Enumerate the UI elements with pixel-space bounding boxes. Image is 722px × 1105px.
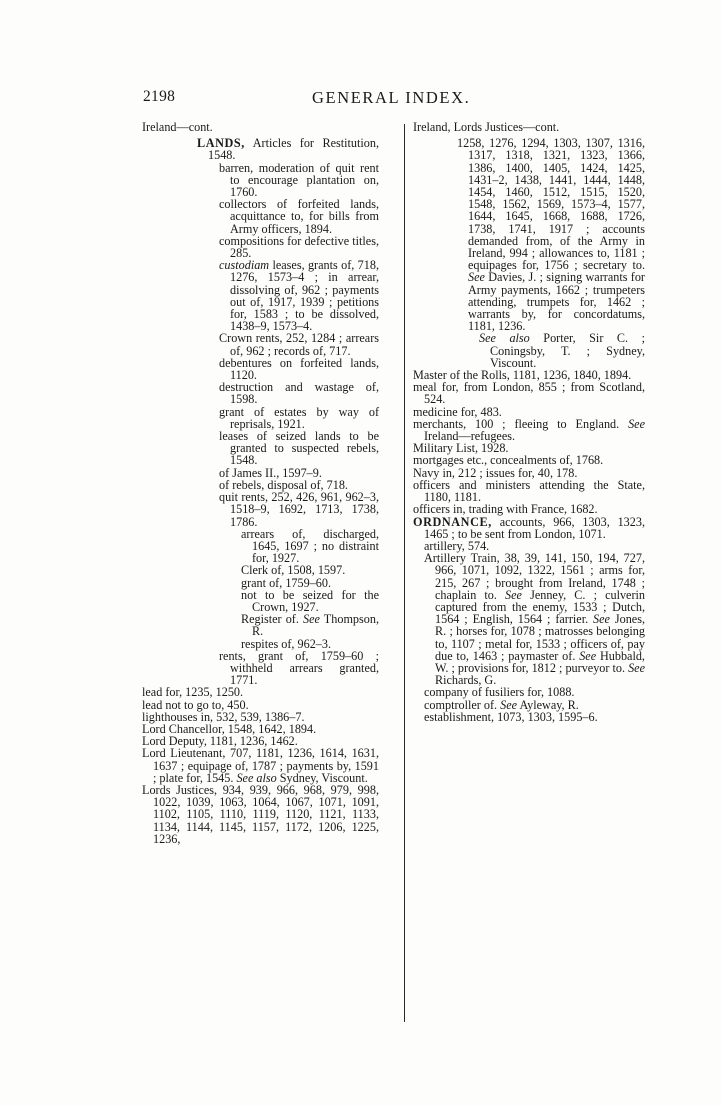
index-entry-text: company of fusiliers for, 1088. — [424, 685, 575, 700]
index-entry — [413, 418, 645, 442]
index-entry-text: meal for, from London, 855 ; from Scotland, 524. — [413, 380, 645, 407]
index-entry-text: leases of seized lands to be granted to suspected rebels, 1548. — [219, 429, 379, 468]
index-entry-text: accounts, 966, 1303, 1323, 1465 ; to be sent from London, 1071. — [424, 514, 645, 541]
index-entry — [413, 552, 645, 686]
index-entry-text: officers and ministers attending the State, 1180, 1181. — [413, 477, 645, 505]
index-entry — [142, 357, 379, 381]
index-entry-text: artillery, 574. — [424, 538, 490, 553]
index-entry-text: Thompson, R. — [252, 612, 379, 639]
right-column-heading: Ireland, Lords Justices—cont. — [413, 120, 560, 134]
index-entry-text: Jones, R. ; horses for, 1078 ; matrosses belonging to, 1107 ; metal for, 1533 ; officers of, pay due to, 1463 ; paymaster of. — [435, 612, 646, 663]
left-column-heading: Ireland—cont. — [142, 120, 213, 134]
index-entry-text: respites of, 962–3. — [241, 636, 332, 651]
index-entry-text: destruction and wastage of, 1598. — [219, 380, 379, 407]
index-entry-text: Master of the Rolls, 1181, 1236, 1840, 1894. — [413, 368, 632, 383]
index-entry — [142, 381, 379, 405]
index-entry-text: leases, grants of, 718, 1276, 1573–4 ; in arrear, dissolving of, 962 ; payments out of, 1917, 1939 ; petitions for, 1583 ; to be dissolved, 1438–9, 1573–4. — [230, 258, 379, 334]
index-entry-text: See also — [479, 331, 530, 346]
index-entry-text: Davies, J. ; signing warrants for Army payments, 1662 ; trumpeters attending, trumpets for, 1462 ; warrants by, for concordatums, 1181, 1236. — [468, 270, 645, 334]
index-entry-text: Richards, G. — [435, 673, 497, 688]
index-entry — [142, 406, 379, 430]
index-entry-text: Lord Deputy, 1181, 1236, 1462. — [142, 734, 298, 749]
index-entry-text: quit rents, 252, 426, 961, 962–3, 1518–9, 1692, 1713, 1738, 1786. — [219, 490, 379, 529]
index-entry-text: Military List, 1928. — [413, 441, 509, 456]
running-title: GENERAL INDEX. — [312, 88, 471, 107]
index-entry — [142, 528, 379, 565]
index-entry-text: lighthouses in, 532, 539, 1386–7. — [142, 709, 305, 724]
index-entry-text: Ireland—refugees. — [424, 429, 516, 444]
index-entry-text: Lord Lieutenant, 707, 1181, 1236, 1614, 1631, 1637 ; equipage of, 1787 ; payments by, 1591 ; plate for, 1545. — [142, 746, 379, 785]
index-entry-text: lead not to go to, 450. — [142, 697, 249, 712]
index-entry-text: See — [500, 697, 518, 712]
index-entry-text: custodiam — [219, 258, 270, 273]
index-entry-text: merchants, 100 ; fleeing to England. — [413, 416, 629, 431]
index-entry — [142, 235, 379, 259]
index-entry-text: See — [593, 612, 610, 627]
index-entry — [142, 430, 379, 467]
index-entry-text: medicine for, 483. — [413, 404, 502, 419]
index-entry-text: Lords Justices, 934, 939, 966, 968, 979, 998, 1022, 1039, 1063, 1064, 1067, 1071, 1091, 1102, 1105, 1110, 1119, 1120, 1121, 1133, 1134, 1144, 1145, 1157, 1172, 1206, 1225, 1236, — [142, 782, 379, 846]
left-column — [142, 121, 379, 845]
index-entry — [142, 589, 379, 613]
index-entry-text: Crown rents, 252, 1284 ; arrears of, 962 ; records of, 717. — [219, 331, 379, 358]
index-entry-text: Sydney, Viscount. — [276, 770, 368, 785]
index-entry-text: See — [468, 270, 485, 285]
index-entry — [142, 747, 379, 784]
index-entry-text: rents, grant of, 1759–60 ; withheld arrears granted, 1771. — [219, 648, 379, 688]
index-entry-text: Articles for Restitution, 1548. — [208, 136, 379, 163]
page-header — [0, 88, 722, 112]
index-entry-text: mortgages etc., concealments of, 1768. — [413, 453, 604, 468]
index-entry-text: comptroller of. — [424, 697, 501, 712]
index-entry-text: Artillery Train, 38, 39, 141, 150, 194, 727, 966, 1071, 1092, 1322, 1561 ; arms for, 215, 267 ; brought from Ireland, 1748 ; chaplain to. — [424, 551, 645, 602]
index-entry-text: Navy in, 212 ; issues for, 40, 178. — [413, 465, 578, 480]
index-entry-text: See also — [236, 770, 277, 785]
index-entry-text: lead for, 1235, 1250. — [142, 685, 244, 700]
index-entry — [142, 259, 379, 332]
index-entry — [413, 381, 645, 405]
index-entry-text: debentures on forfeited lands, 1120. — [219, 355, 379, 383]
index-entry — [413, 711, 645, 723]
index-entry-text: Jenney, C. ; culverin captured from the enemy, 1533 ; Dutch, 1564 ; English, 1564 ; farrier. — [435, 587, 646, 627]
index-entry-text: Clerk of, 1508, 1597. — [241, 563, 346, 578]
index-entry-text: of James II., 1597–9. — [219, 465, 322, 480]
page-number: 2198 — [143, 88, 176, 105]
index-entry-text: See — [303, 612, 320, 627]
index-entry-text: See — [628, 416, 645, 431]
index-entry-text: Hubbald, W. ; provisions for, 1812 ; purveyor to. — [435, 648, 645, 675]
index-entry — [142, 613, 379, 637]
index-entry — [413, 516, 645, 540]
index-entry-text: See — [579, 648, 597, 663]
index-entry-text: Porter, Sir C. ; Coningsby, T. ; Sydney, Viscount. — [490, 331, 645, 370]
index-entry — [413, 332, 645, 369]
index-heading-text: LANDS, — [197, 136, 245, 151]
index-entry-text: 1258, 1276, 1294, 1303, 1307, 1316, 1317, 1318, 1321, 1323, 1366, 1386, 1400, 1405, 1424, 1425, 1431–2, 1438, 1441, 1444, 1448, 1454, 1460, 1512, 1515, 1520, 1548, 1562, 1569, 1573–4, 1577, 1644, 1645, 1668, 1688, 1726, 1738, 1741, 1917 ; accounts demanded from, of the Army in Ireland, 994 ; allowances to, 1181 ; equipages for, 1756 ; secretary to. — [457, 136, 645, 273]
index-entry-text: grant of, 1759–60. — [241, 575, 332, 590]
index-entry — [142, 650, 379, 687]
column-divider — [404, 124, 405, 1022]
index-entry — [142, 162, 379, 199]
index-entry — [142, 198, 379, 235]
index-entry-text: officers in, trading with France, 1682. — [413, 502, 598, 517]
index-entry-text: Lord Chancellor, 1548, 1642, 1894. — [142, 721, 317, 736]
index-entry-text: arrears of, discharged, 1645, 1697 ; no distraint for, 1927. — [241, 526, 379, 566]
index-entry-text: not to be seized for the Crown, 1927. — [241, 587, 379, 614]
index-entry — [142, 491, 379, 528]
index-entry — [142, 332, 379, 356]
index-entry-text: Register of. — [241, 612, 304, 627]
index-entry-text: grant of estates by way of reprisals, 1921. — [219, 404, 379, 431]
index-heading-text: ORDNANCE, — [413, 514, 492, 529]
index-entry-text: See — [505, 587, 522, 602]
index-entry-text: establishment, 1073, 1303, 1595–6. — [424, 709, 598, 724]
index-entry-text: barren, moderation of quit rent to encourage plantation on, 1760. — [219, 160, 379, 200]
index-entry — [413, 137, 645, 332]
index-entry-text: compositions for defective titles, 285. — [219, 233, 379, 261]
index-entry — [142, 784, 379, 845]
index-entry — [142, 137, 379, 161]
index-entry-text: See — [628, 660, 645, 675]
index-entry-text: of rebels, disposal of, 718. — [219, 477, 348, 492]
index-entry-text: collectors of forfeited lands, acquittance to, for bills from Army officers, 1894. — [219, 197, 379, 236]
index-entry-text: Ayleway, R. — [517, 697, 579, 712]
index-entry — [413, 479, 645, 503]
right-column — [413, 121, 645, 723]
